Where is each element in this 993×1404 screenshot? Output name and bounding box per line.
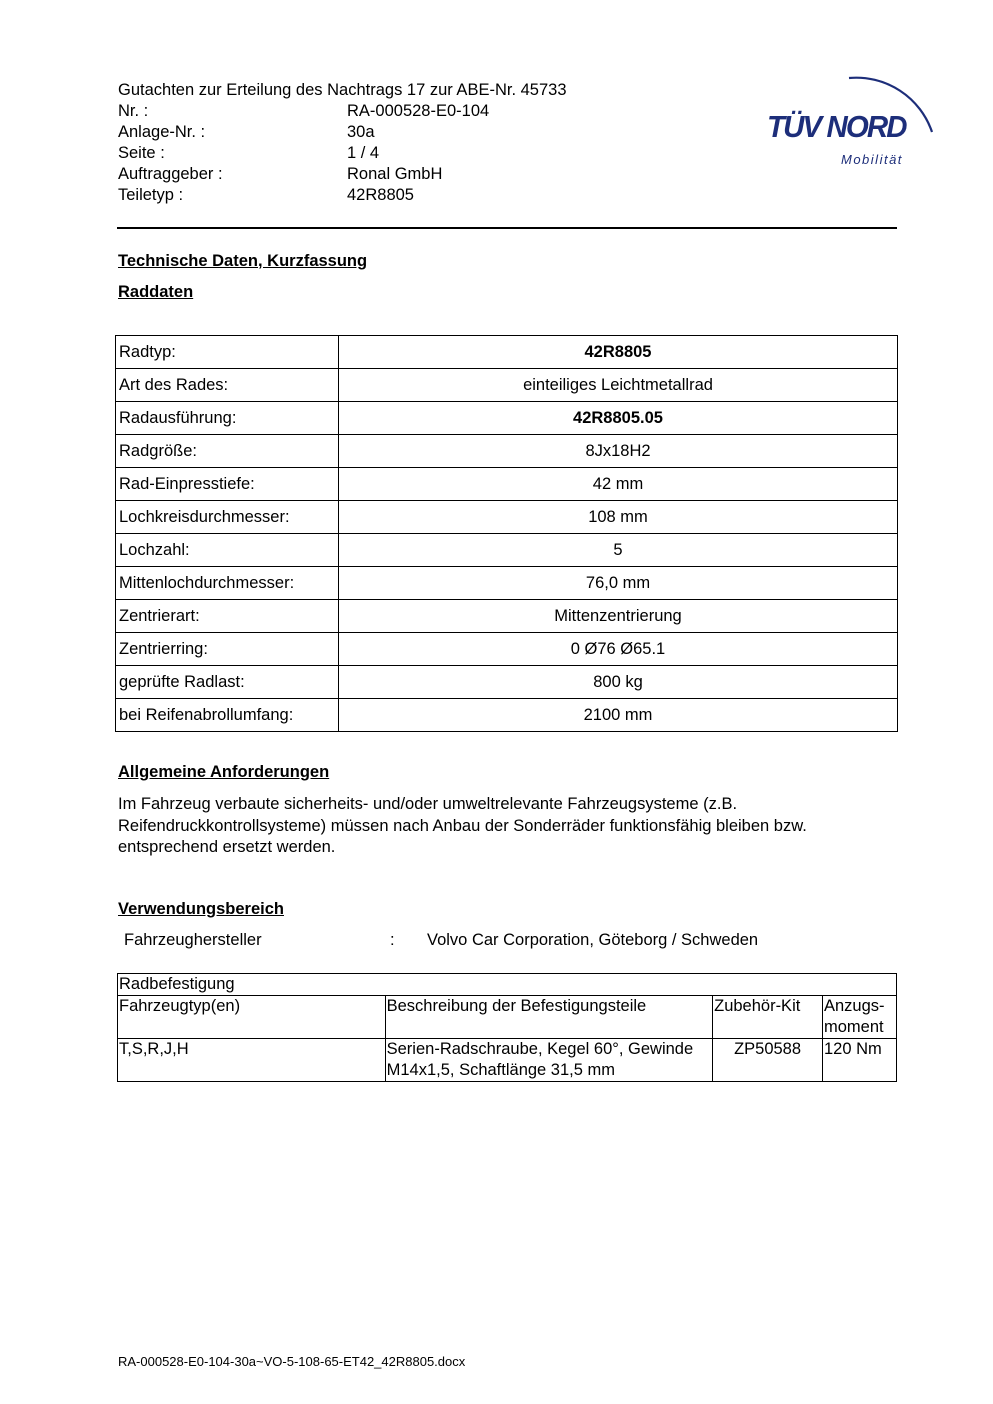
befestigung-header: Beschreibung der Befestigungsteile: [385, 996, 712, 1039]
footer-filename: RA-000528-E0-104-30a~VO-5-108-65-ET42_42R8805.docx: [118, 1354, 466, 1369]
section-raddaten-title: Raddaten: [118, 283, 194, 301]
allgemein-paragraph: Im Fahrzeug verbaute sicherheits- und/oder umweltrelevante Fahrzeugsysteme (z.B. Reifendruckkontrollsysteme) müssen nach Anbau der Sonderräder funktionsfähig bleiben bzw. entsprechend ersetzt werden.: [118, 795, 807, 856]
raddaten-value: 42 mm: [339, 468, 898, 501]
verwendung-separator: :: [390, 931, 395, 949]
section-allgemein-title: Allgemeine Anforderungen: [118, 763, 330, 781]
raddaten-row: [116, 435, 898, 468]
raddaten-value: 5: [339, 534, 898, 567]
raddaten-label: Zentrierart:: [116, 600, 339, 633]
logo-subtitle: Mobilität: [841, 152, 903, 167]
header-value: 42R8805: [347, 186, 414, 204]
tuv-nord-logo: [764, 56, 944, 176]
document-title: Gutachten zur Erteilung des Nachtrags 17 zur ABE-Nr. 45733: [118, 81, 567, 99]
header-divider: [117, 227, 897, 229]
befestigung-header: Zubehör-Kit: [713, 996, 823, 1039]
raddaten-label: bei Reifenabrollumfang:: [116, 699, 339, 732]
raddaten-label: Radtyp:: [116, 336, 339, 369]
header-row-auftraggeber: [118, 164, 442, 185]
raddaten-value: 0 Ø76 Ø65.1: [339, 633, 898, 666]
raddaten-label: Lochkreisdurchmesser:: [116, 501, 339, 534]
raddaten-value: 800 kg: [339, 666, 898, 699]
raddaten-label: Zentrierring:: [116, 633, 339, 666]
raddaten-label: Lochzahl:: [116, 534, 339, 567]
header-label: Teiletyp :: [118, 186, 184, 204]
raddaten-label: Radausführung:: [116, 402, 339, 435]
raddaten-value: 108 mm: [339, 501, 898, 534]
raddaten-row: [116, 666, 898, 699]
befestigung-title-row: [118, 974, 897, 996]
befestigung-kit: ZP50588: [713, 1039, 823, 1082]
raddaten-table: [115, 335, 898, 732]
header-row-nr: [118, 101, 489, 122]
raddaten-label: Rad-Einpresstiefe:: [116, 468, 339, 501]
raddaten-row: [116, 369, 898, 402]
raddaten-row: [116, 600, 898, 633]
raddaten-row: [116, 633, 898, 666]
raddaten-value: 42R8805: [339, 336, 898, 369]
befestigung-table: [117, 973, 897, 1082]
verwendung-label: Fahrzeughersteller: [124, 931, 262, 949]
befestigung-moment: 120 Nm: [823, 1039, 897, 1082]
raddaten-row: [116, 468, 898, 501]
raddaten-label: Mittenlochdurchmesser:: [116, 567, 339, 600]
section-tech-title: Technische Daten, Kurzfassung: [118, 252, 368, 270]
header-value: 30a: [347, 123, 375, 141]
header-label: Anlage-Nr. :: [118, 123, 206, 141]
raddaten-label: Art des Rades:: [116, 369, 339, 402]
section-verwendung-title: Verwendungsbereich: [118, 900, 284, 918]
header-row-teiletyp: [118, 185, 414, 206]
raddaten-value: 76,0 mm: [339, 567, 898, 600]
raddaten-value: einteiliges Leichtmetallrad: [339, 369, 898, 402]
header-label: Auftraggeber :: [118, 165, 223, 183]
header-value: RA-000528-E0-104: [347, 102, 490, 120]
header-label: Nr. :: [118, 102, 149, 120]
befestigung-header: Anzugs-moment: [823, 996, 897, 1039]
befestigung-typ: T,S,R,J,H: [118, 1039, 386, 1082]
header-label: Seite :: [118, 144, 165, 162]
raddaten-value: Mittenzentrierung: [339, 600, 898, 633]
raddaten-label: Radgröße:: [116, 435, 339, 468]
raddaten-row: [116, 534, 898, 567]
header-value: Ronal GmbH: [347, 165, 443, 183]
befestigung-header: Fahrzeugtyp(en): [118, 996, 386, 1039]
raddaten-label: geprüfte Radlast:: [116, 666, 339, 699]
befestigung-beschreibung: Serien-Radschraube, Kegel 60°, Gewinde M14x1,5, Schaftlänge 31,5 mm: [385, 1039, 712, 1082]
raddaten-value: 42R8805.05: [339, 402, 898, 435]
befestigung-header-row: [118, 996, 897, 1039]
header-row-seite: [118, 143, 379, 164]
logo-brand: TÜV NORD: [767, 109, 906, 144]
verwendung-value: Volvo Car Corporation, Göteborg / Schweden: [427, 931, 759, 949]
raddaten-value: 2100 mm: [339, 699, 898, 732]
raddaten-row: [116, 402, 898, 435]
raddaten-row: [116, 501, 898, 534]
befestigung-data-row: [118, 1039, 897, 1082]
raddaten-value: 8Jx18H2: [339, 435, 898, 468]
raddaten-row: [116, 567, 898, 600]
raddaten-row: [116, 699, 898, 732]
header-row-anlage: [118, 122, 375, 143]
raddaten-row: [116, 336, 898, 369]
befestigung-title: Radbefestigung: [118, 974, 897, 996]
header-value: 1 / 4: [347, 144, 380, 162]
